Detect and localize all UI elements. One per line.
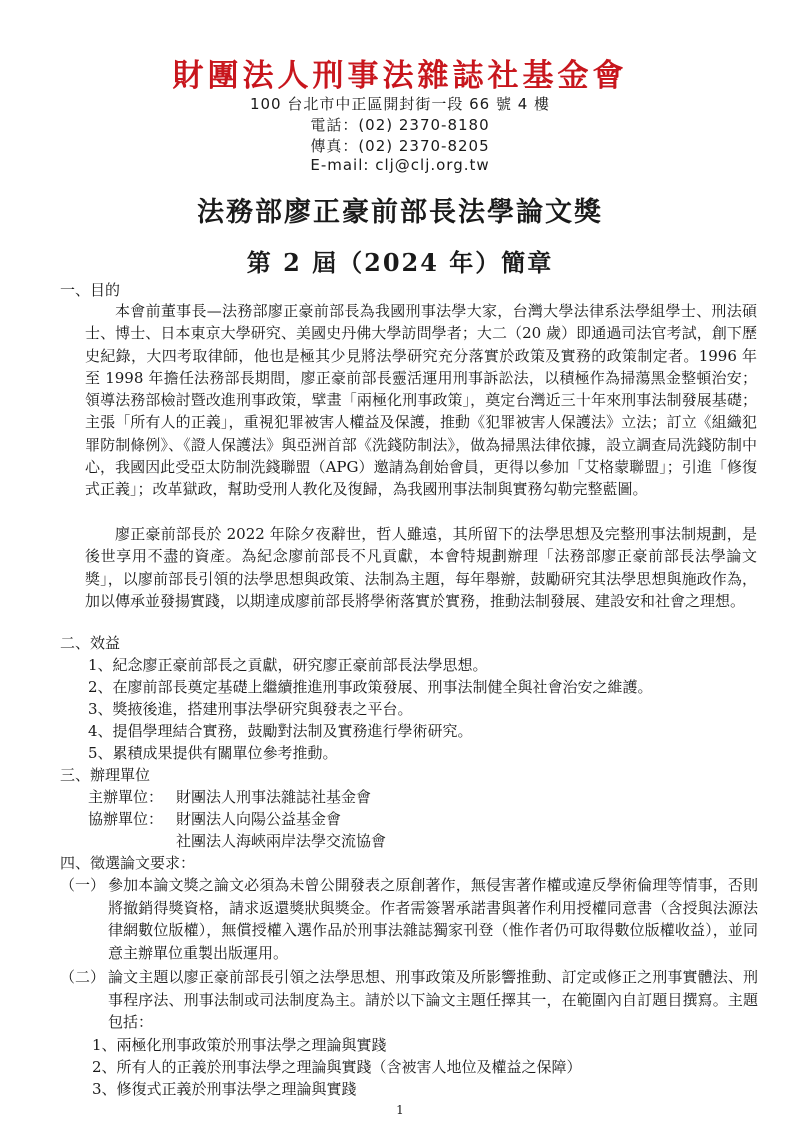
co-organizer-org: 社團法人海峽兩岸法學交流協會 (176, 832, 387, 850)
benefit-item: 3、獎掖後進，搭建刑事法學研究與發表之平台。 (88, 700, 413, 718)
topic-item: 2、所有人的正義於刑事法學之理論與實踐（含被害人地位及權益之保障） (92, 1058, 582, 1076)
sub-item-label: （二） (60, 968, 106, 986)
co-organizer-org: 財團法人向陽公益基金會 (176, 810, 342, 828)
host-label: 主辦單位： (88, 788, 164, 806)
page-number: 1 (396, 1103, 404, 1117)
org-address: 100 台北市中正區開封街一段 66 號 4 樓 (249, 95, 551, 113)
org-name-header: 財團法人刑事法雜誌社基金會 (172, 58, 628, 94)
benefit-item: 2、在廖前部長奠定基礎上繼續推進刑事政策發展、刑事法制健全與社會治安之維護。 (88, 678, 653, 696)
benefit-item: 5、累積成果提供有關單位參考推動。 (88, 744, 338, 762)
sub-item-label: （一） (60, 876, 106, 894)
benefit-item: 1、紀念廖正豪前部長之貢獻，研究廖正豪前部長法學思想。 (88, 656, 488, 674)
org-email: E-mail: clj@clj.org.tw (310, 156, 490, 174)
host-org: 財團法人刑事法雜誌社基金會 (176, 788, 372, 806)
section-heading-organizers: 三、辦理單位 (60, 766, 151, 784)
benefit-item: 4、提倡學理結合實務，鼓勵對法制及實務進行學術研究。 (88, 722, 473, 740)
org-phone: 電話：(02) 2370-8180 (310, 116, 490, 134)
topic-item: 1、兩極化刑事政策於刑事法學之理論與實踐 (92, 1036, 387, 1054)
section-heading-requirements: 四、徵選論文要求： (60, 854, 196, 872)
section-heading-purpose: 一、目的 (60, 281, 121, 299)
co-organizer-label: 協辦單位： (88, 810, 164, 828)
requirement-originality: 參加本論文獎之論文必須為未曾公開發表之原創著作，無侵害著作權或違反學術倫理等情事，否則將撤銷得獎資格，請求返還獎狀與獎金。作者需簽署承諾書與著作利用授權同意書（含授與法源法律網數位版權），無償授權入選作品於刑事法雜誌獨家刊登（惟作者仍可取得數位版權收益），並同意主辦單位重製出版運用。 (108, 876, 758, 962)
section-heading-benefits: 二、效益 (60, 634, 121, 652)
purpose-paragraph-2: 廖正豪前部長於 2022 年除夕夜辭世，哲人雖遠，其所留下的法學思想及完整刑事法制規劃，是後世享用不盡的資產。為紀念廖前部長不凡貢獻，本會特規劃辦理「法務部廖正豪前部長法學論文獎」，以廖前部長引領的法學思想與政策、法制為主題，每年舉辦，鼓勵研究其法學思想與施政作為，加以傳承並發揚實踐，以期達成廖前部長將學術落實於實務，推動法制發展、建設安和社會之理想。 (85, 525, 757, 610)
purpose-paragraph-1: 本會前董事長—法務部廖正豪前部長為我國刑事法學大家，台灣大學法律系法學組學士、刑法碩士、博士、日本東京大學研究、美國史丹佛大學訪問學者；大二（20 歲）即通過司法官考試，創下歷史紀錄，大四考取律師，他也是極其少見將法學研究充分落實於政策及實務的政策制定者。1996 年至 1998 年擔任法務部長期間，廖正豪前部長靈活運用刑事訴訟法，以積極作為掃蕩黑金整頓治安；領導法務部檢討暨改進刑事政策，擘畫「兩極化刑事政策」，奠定台灣近三十年來刑事法制發展基礎；主張「所有人的正義」，重視犯罪被害人權益及保護，推動《犯罪被害人保護法》立法；訂立《組織犯罪防制條例》、《證人保護法》與亞洲首部《洗錢防制法》，做為掃黑法律依據，設立調查局洗錢防制中心，我國因此受亞太防制洗錢聯盟（APG）邀請為創始會員，更得以參加「艾格蒙聯盟」；引進「修復式正義」；改革獄政，幫助受刑人教化及復歸，為我國刑事法制與實務勾勒完整藍圖。 (85, 302, 757, 499)
edition-title: 第 2 屆（2024 年）簡章 (246, 248, 554, 277)
requirement-topics: 論文主題以廖正豪前部長引領之法學思想、刑事政策及所影響推動、訂定或修正之刑事實體法、刑事程序法、刑事法制或司法制度為主。請於以下論文主題任擇其一，在範圍內自訂題目撰寫。主題包括： (108, 968, 758, 1031)
topic-item: 3、修復式正義於刑事法學之理論與實踐 (92, 1080, 357, 1098)
award-title: 法務部廖正豪前部長法學論文獎 (197, 197, 603, 228)
org-fax: 傳真：(02) 2370-8205 (310, 137, 490, 155)
